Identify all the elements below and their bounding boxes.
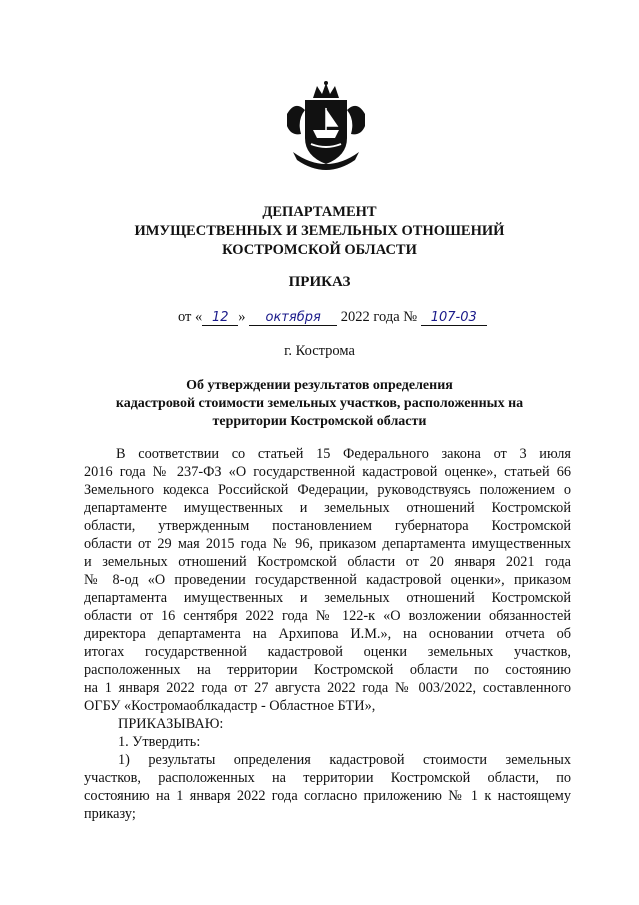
body-line: № 8-од «О проведении государственной кадастровой оценки», приказом — [84, 572, 571, 588]
body-line: ПРИКАЗЫВАЮ: — [118, 716, 224, 732]
order-mid: » — [238, 309, 246, 325]
body-line: области от 29 мая 2015 года № 96, приказом департамента имущественных — [84, 536, 571, 552]
body-line: департаменте имущественных и земельных отношений Костромской — [84, 500, 571, 516]
body-line: расположенных на территории Костромской области по состоянию — [84, 662, 571, 678]
subject-heading — [0, 377, 639, 431]
body-line: 1) результаты определения кадастровой стоимости земельных — [118, 752, 571, 768]
order-year-text: 2022 года № — [340, 309, 418, 325]
order-prefix: от « — [178, 309, 203, 325]
subject-line-1: Об утверждении результатов определения — [186, 378, 453, 393]
body-line: состоянию на 1 января 2022 года согласно приложению № 1 к настоящему — [84, 788, 571, 804]
body-line: приказу; — [84, 806, 136, 822]
body-line: области от 16 сентября 2022 года № 122-к «О возложении обязанностей — [84, 608, 571, 624]
department-line-2: ИМУЩЕСТВЕННЫХ И ЗЕМЕЛЬНЫХ ОТНОШЕНИЙ — [134, 223, 505, 239]
order-number-handwritten: 107-03 — [421, 310, 487, 326]
body-line: департамента имущественных и земельных отношений Костромской — [84, 590, 571, 606]
body-line: директора департамента на Архипова И.М.», на основании отчета об — [84, 626, 571, 642]
order-date-number-line — [178, 309, 487, 326]
coat-of-arms-emblem — [283, 80, 369, 172]
subject-line-3: территории Костромской области — [212, 414, 427, 429]
body-line: 2016 года № 237-ФЗ «О государственной кадастровой оценке», статьей 66 — [84, 464, 571, 480]
body-line: итогах государственной кадастровой оценки земельных участков, — [84, 644, 571, 660]
order-title: ПРИКАЗ — [288, 274, 351, 290]
body-line: и земельных отношений Костромской области от 20 января 2021 года — [84, 554, 571, 570]
department-line-1: ДЕПАРТАМЕНТ — [262, 204, 377, 220]
body-line: ОГБУ «Костромаоблкадастр - Областное БТИ», — [84, 698, 376, 714]
body-line: 1. Утвердить: — [118, 734, 201, 750]
city-label: г. Кострома — [284, 343, 355, 359]
body-line: на 1 января 2022 года от 27 августа 2022 года № 003/2022, составленного — [84, 680, 571, 696]
department-line-3: КОСТРОМСКОЙ ОБЛАСТИ — [222, 242, 417, 258]
body-line: В соответствии со статьей 15 Федерального закона от 3 июля — [116, 446, 571, 462]
body-line: участков, расположенных на территории Костромской области, по — [84, 770, 571, 786]
body-line: Земельного кодекса Российской Федерации, руководствуясь положением о — [84, 482, 571, 498]
order-day-handwritten: 12 — [202, 310, 238, 326]
body-line: области, утвержденным постановлением губернатора Костромской — [84, 518, 571, 534]
order-month-handwritten: октября — [249, 310, 337, 326]
subject-line-2: кадастровой стоимости земельных участков, расположенных на — [115, 396, 524, 411]
